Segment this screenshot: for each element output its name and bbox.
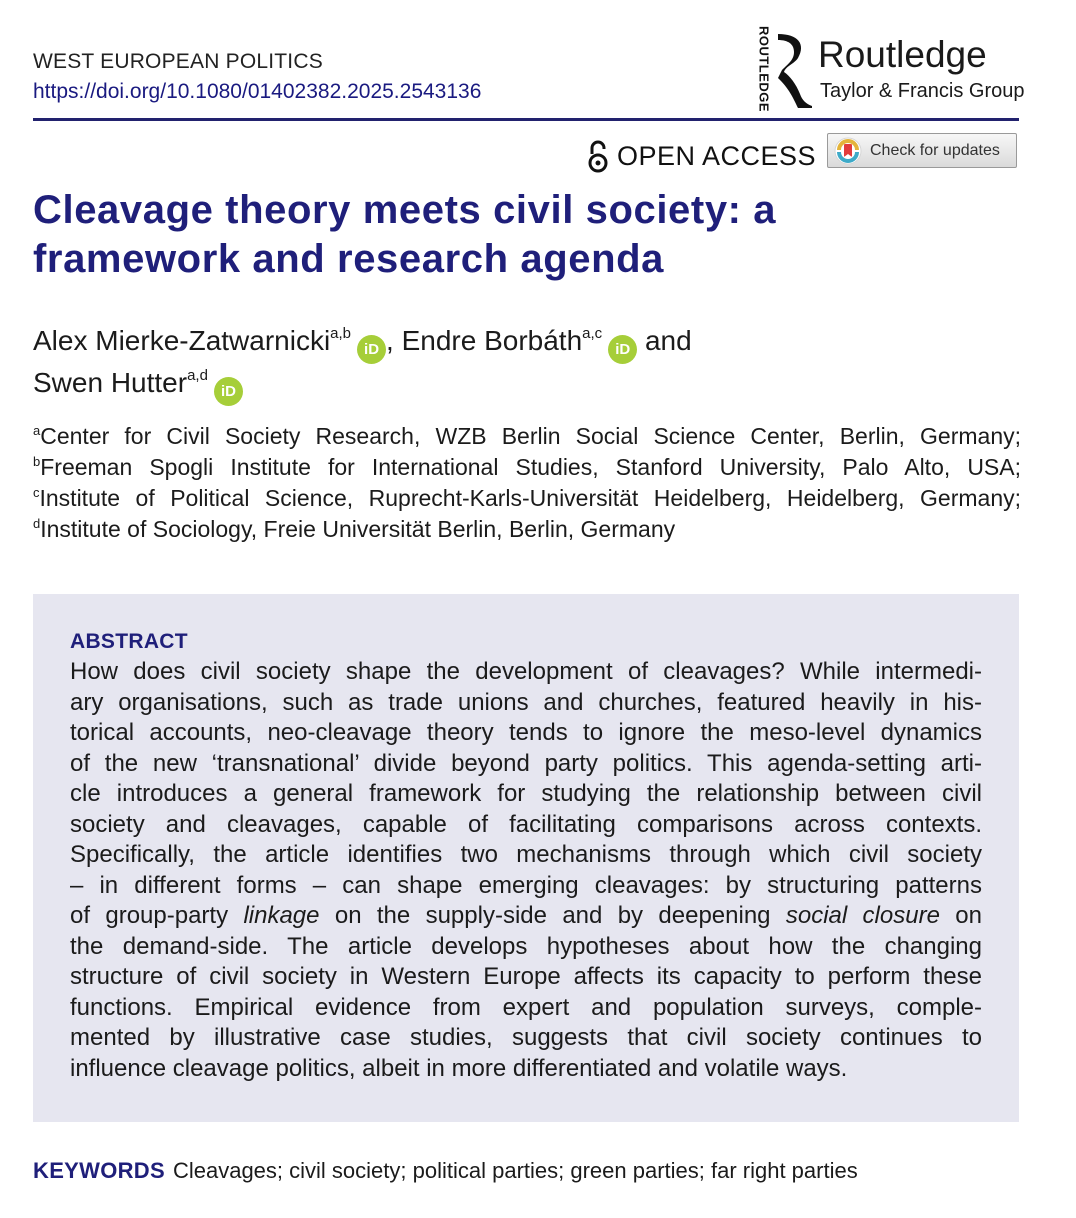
affiliation-marker: c (33, 485, 40, 500)
abstract-heading: ABSTRACT (70, 630, 188, 653)
affiliation-text: Freeman Spogli Institute for International Studies, Stanford University, Palo Alto, USA; (40, 454, 1021, 480)
affiliation-marker: b (33, 454, 41, 469)
abstract-line: ary organisations, such as trade unions and churches, featured heavily in his- (70, 688, 982, 716)
orcid-icon[interactable]: iD (608, 335, 637, 364)
abstract-line: structure of civil society in Western Europe affects its capacity to perform these (70, 963, 982, 990)
article-title (33, 186, 1023, 284)
abstract-line: of group-party linkage on the supply-side and by deepening social closure on (70, 902, 982, 929)
check-for-updates-button[interactable] (827, 133, 1017, 168)
abstract-line: functions. Empirical evidence from expert and population surveys, comple- (70, 993, 982, 1021)
abstract-line: of the new ‘transnational’ divide beyond party politics. This agenda-setting arti- (70, 749, 982, 777)
author-name[interactable]: Swen Hutter (33, 367, 188, 398)
affiliation-text: Center for Civil Society Research, WZB Berlin Social Science Center, Berlin, Germany; (40, 423, 1021, 449)
author-name[interactable]: Alex Mierke-Zatwarnicki (33, 325, 331, 356)
keywords-text: Cleavages; civil society; political parties; green parties; far right parties (172, 1158, 858, 1183)
author-affiliation-marker: a,b (330, 325, 352, 342)
open-access-badge (587, 138, 816, 174)
affiliations (33, 421, 1021, 545)
publisher-name: Routledge (818, 34, 987, 75)
abstract-line: – in different forms – can shape emerging cleavages: by structuring patterns (70, 871, 982, 899)
affiliation-text: Institute of Political Science, Ruprecht-Karls-Universität Heidelberg, Heidelberg, Germany; (39, 485, 1021, 511)
routledge-r-icon (772, 30, 812, 108)
title-line: Cleavage theory meets civil society: a (33, 188, 777, 232)
open-lock-icon (587, 139, 609, 173)
abstract-line: torical accounts, neo-cleavage theory tends to ignore the meso-level dynamics (70, 719, 982, 746)
check-for-updates-label: Check for updates (870, 141, 1000, 159)
author-affiliation-marker: a,d (187, 367, 208, 384)
author-separator: and (637, 325, 692, 356)
orcid-icon[interactable]: iD (357, 335, 386, 364)
abstract-line: cle introduces a general framework for studying the relationship between civil (70, 780, 982, 807)
keywords-label: KEYWORDS (33, 1158, 165, 1183)
publisher-vertical-label: ROUTLEDGE (756, 25, 772, 113)
journal-name: WEST EUROPEAN POLITICS (33, 50, 323, 73)
author-affiliation-marker: a,c (582, 325, 603, 342)
abstract-line: the demand-side. The article develops hypotheses about how the changing (70, 932, 982, 960)
abstract-box (33, 594, 1019, 1122)
header-divider (33, 118, 1019, 121)
orcid-icon[interactable]: iD (214, 377, 243, 406)
affiliation-item (33, 514, 1021, 545)
title-line: framework and research agenda (33, 237, 664, 281)
affiliation-marker: a (33, 423, 41, 438)
abstract-emphasis: linkage (243, 902, 320, 929)
affiliation-marker: d (33, 516, 41, 531)
keywords (33, 1158, 858, 1184)
affiliation-text: Institute of Sociology, Freie Universität Berlin, Berlin, Germany (40, 516, 676, 542)
abstract-emphasis: social closure (785, 902, 940, 929)
affiliation-item (33, 421, 1021, 452)
affiliation-item (33, 483, 1021, 514)
abstract-line: society and cleavages, capable of facilitating comparisons across contexts. (70, 810, 982, 838)
abstract-line: How does civil society shape the development of cleavages? While intermedi- (70, 658, 982, 685)
publisher-logo[interactable] (752, 25, 1025, 113)
author-list (33, 322, 1023, 406)
author-name[interactable]: Endre Borbáth (401, 325, 583, 356)
author-separator: , (386, 325, 402, 356)
abstract-line: mented by illustrative case studies, suggests that civil society continues to (70, 1024, 982, 1051)
abstract-line: Specifically, the article identifies two mechanisms through which civil society (70, 841, 982, 868)
abstract-text (70, 657, 982, 1084)
publisher-group: Taylor & Francis Group (820, 80, 1025, 102)
doi-link[interactable]: https://doi.org/10.1080/01402382.2025.2543136 (33, 80, 482, 103)
affiliation-item (33, 452, 1021, 483)
abstract-line: influence cleavage politics, albeit in more differentiated and volatile ways. (70, 1054, 848, 1082)
crossmark-icon (834, 137, 862, 165)
open-access-label: OPEN ACCESS (617, 140, 817, 171)
